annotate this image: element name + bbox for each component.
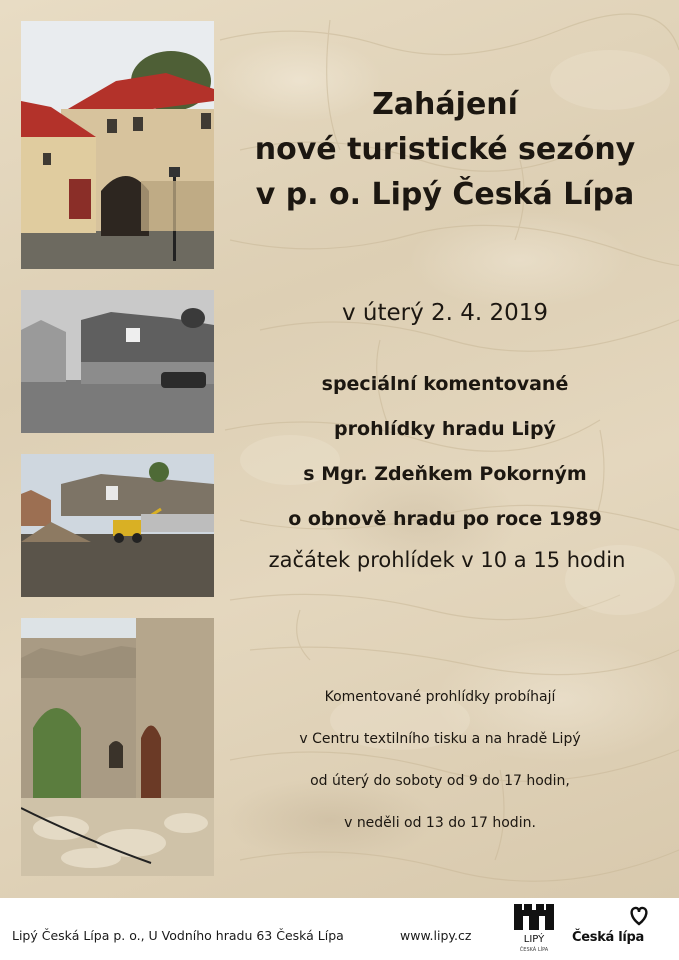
special-line: s Mgr. Zdeňkem Pokorným [303,463,587,485]
tour-start-times: začátek prohlídek v 10 a 15 hodin [268,548,626,572]
info-line: od úterý do soboty od 9 do 17 hodin, [310,773,570,789]
info-line: v neděli od 13 do 17 hodin. [344,815,536,831]
info-line: v Centru textilního tisku a na hradě Lipý [299,731,581,747]
title-line: nové turistické sezóny [254,132,636,167]
special-line: speciální komentované [321,373,569,395]
poster-title [230,82,660,217]
heart-lime-logo-icon [572,904,672,956]
info-line: Komentované prohlídky probíhají [324,689,556,705]
title-line: v p. o. Lipý Česká Lípa [255,177,635,212]
special-tours [230,362,660,542]
castle-logo-icon [508,902,560,958]
title-line: Zahájení [372,87,518,122]
footer-website-link[interactable]: www.lipy.cz [400,928,472,943]
footer [0,898,679,960]
logo-cl-text: Česká lípa [572,930,645,945]
tour-info [240,676,640,844]
photo-castle-restored [21,21,214,269]
logo-lipy-text: LIPÝ [523,934,545,945]
photo-castle-excavation [21,454,214,597]
photo-castle-stone-arch [21,618,214,876]
footer-address: Lipý Česká Lípa p. o., U Vodního hradu 63 Česká Lípa [12,928,344,943]
special-line: prohlídky hradu Lipý [334,418,556,440]
logo-lipy-sub: ČESKÁ LÍPA [519,947,549,953]
event-date: v úterý 2. 4. 2019 [341,300,549,326]
special-line: o obnově hradu po roce 1989 [288,508,602,530]
photo-castle-ruins-bw [21,290,214,433]
